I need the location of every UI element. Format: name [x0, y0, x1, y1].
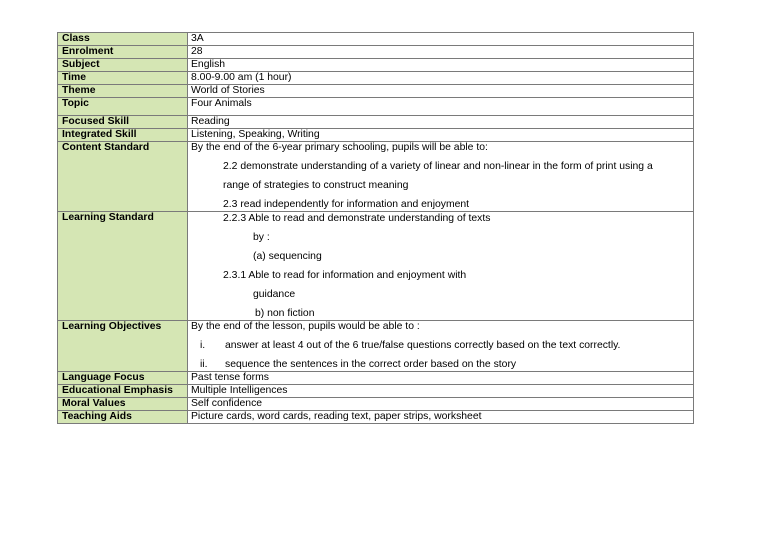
row-learning-objectives: [58, 321, 694, 372]
class-label: Class: [58, 33, 188, 46]
teaching-aids-label: Teaching Aids: [58, 411, 188, 424]
content-standard-line-1: 2.2 demonstrate understanding of a variety of linear and non-linear in the form of print using a: [223, 161, 653, 172]
row-language-focus: [58, 372, 694, 385]
learning-standard-line-6: b) non fiction: [255, 308, 315, 319]
content-standard-value: [188, 142, 694, 212]
topic-label: Topic: [58, 98, 188, 116]
integrated-skill-value: Listening, Speaking, Writing: [188, 129, 694, 142]
row-subject: [58, 59, 694, 72]
row-educational-emphasis: [58, 385, 694, 398]
language-focus-label: Language Focus: [58, 372, 188, 385]
learning-objectives-value: [188, 321, 694, 372]
row-theme: [58, 85, 694, 98]
topic-value: Four Animals: [188, 98, 694, 116]
time-value: 8.00-9.00 am (1 hour): [188, 72, 694, 85]
row-topic: [58, 98, 694, 116]
moral-values-value: Self confidence: [188, 398, 694, 411]
row-teaching-aids: [58, 411, 694, 424]
enrolment-label: Enrolment: [58, 46, 188, 59]
learning-objective-item: [191, 359, 693, 371]
learning-standard-line-4: 2.3.1 Able to read for information and enjoyment with: [223, 270, 467, 281]
theme-label: Theme: [58, 85, 188, 98]
learning-objective-number: ii.: [200, 359, 208, 370]
learning-standard-value: [188, 212, 694, 321]
row-time: [58, 72, 694, 85]
learning-standard-label: Learning Standard: [58, 212, 188, 321]
row-content-standard: [58, 142, 694, 212]
learning-objective-text: sequence the sentences in the correct order based on the story: [225, 359, 517, 370]
educational-emphasis-value: Multiple Intelligences: [188, 385, 694, 398]
row-moral-values: [58, 398, 694, 411]
subject-value: English: [188, 59, 694, 72]
focused-skill-label: Focused Skill: [58, 116, 188, 129]
learning-standard-line-3: (a) sequencing: [253, 251, 322, 262]
learning-objective-text: answer at least 4 out of the 6 true/false questions correctly based on the text correctly.: [225, 340, 621, 351]
content-standard-line-2: range of strategies to construct meaning: [223, 180, 409, 191]
lesson-plan-table: [57, 32, 694, 424]
time-label: Time: [58, 72, 188, 85]
row-class: [58, 33, 694, 46]
educational-emphasis-label: Educational Emphasis: [58, 385, 188, 398]
learning-objective-item: [191, 340, 693, 352]
content-standard-label: Content Standard: [58, 142, 188, 212]
enrolment-value: 28: [188, 46, 694, 59]
theme-value: World of Stories: [188, 85, 694, 98]
language-focus-value: Past tense forms: [188, 372, 694, 385]
learning-objectives-intro: By the end of the lesson, pupils would be able to :: [191, 321, 420, 332]
teaching-aids-value: Picture cards, word cards, reading text, paper strips, worksheet: [188, 411, 694, 424]
row-focused-skill: [58, 116, 694, 129]
subject-label: Subject: [58, 59, 188, 72]
content-standard-intro: By the end of the 6-year primary schooling, pupils will be able to:: [191, 142, 488, 153]
content-standard-line-3: 2.3 read independently for information and enjoyment: [223, 199, 470, 210]
moral-values-label: Moral Values: [58, 398, 188, 411]
row-learning-standard: [58, 212, 694, 321]
learning-standard-line-2: by :: [253, 232, 270, 243]
learning-objectives-label: Learning Objectives: [58, 321, 188, 372]
learning-standard-line-5: guidance: [253, 289, 296, 300]
class-value: 3A: [188, 33, 694, 46]
learning-objective-number: i.: [200, 340, 206, 351]
integrated-skill-label: Integrated Skill: [58, 129, 188, 142]
row-integrated-skill: [58, 129, 694, 142]
row-enrolment: [58, 46, 694, 59]
focused-skill-value: Reading: [188, 116, 694, 129]
learning-standard-line-1: 2.2.3 Able to read and demonstrate understanding of texts: [223, 213, 491, 224]
